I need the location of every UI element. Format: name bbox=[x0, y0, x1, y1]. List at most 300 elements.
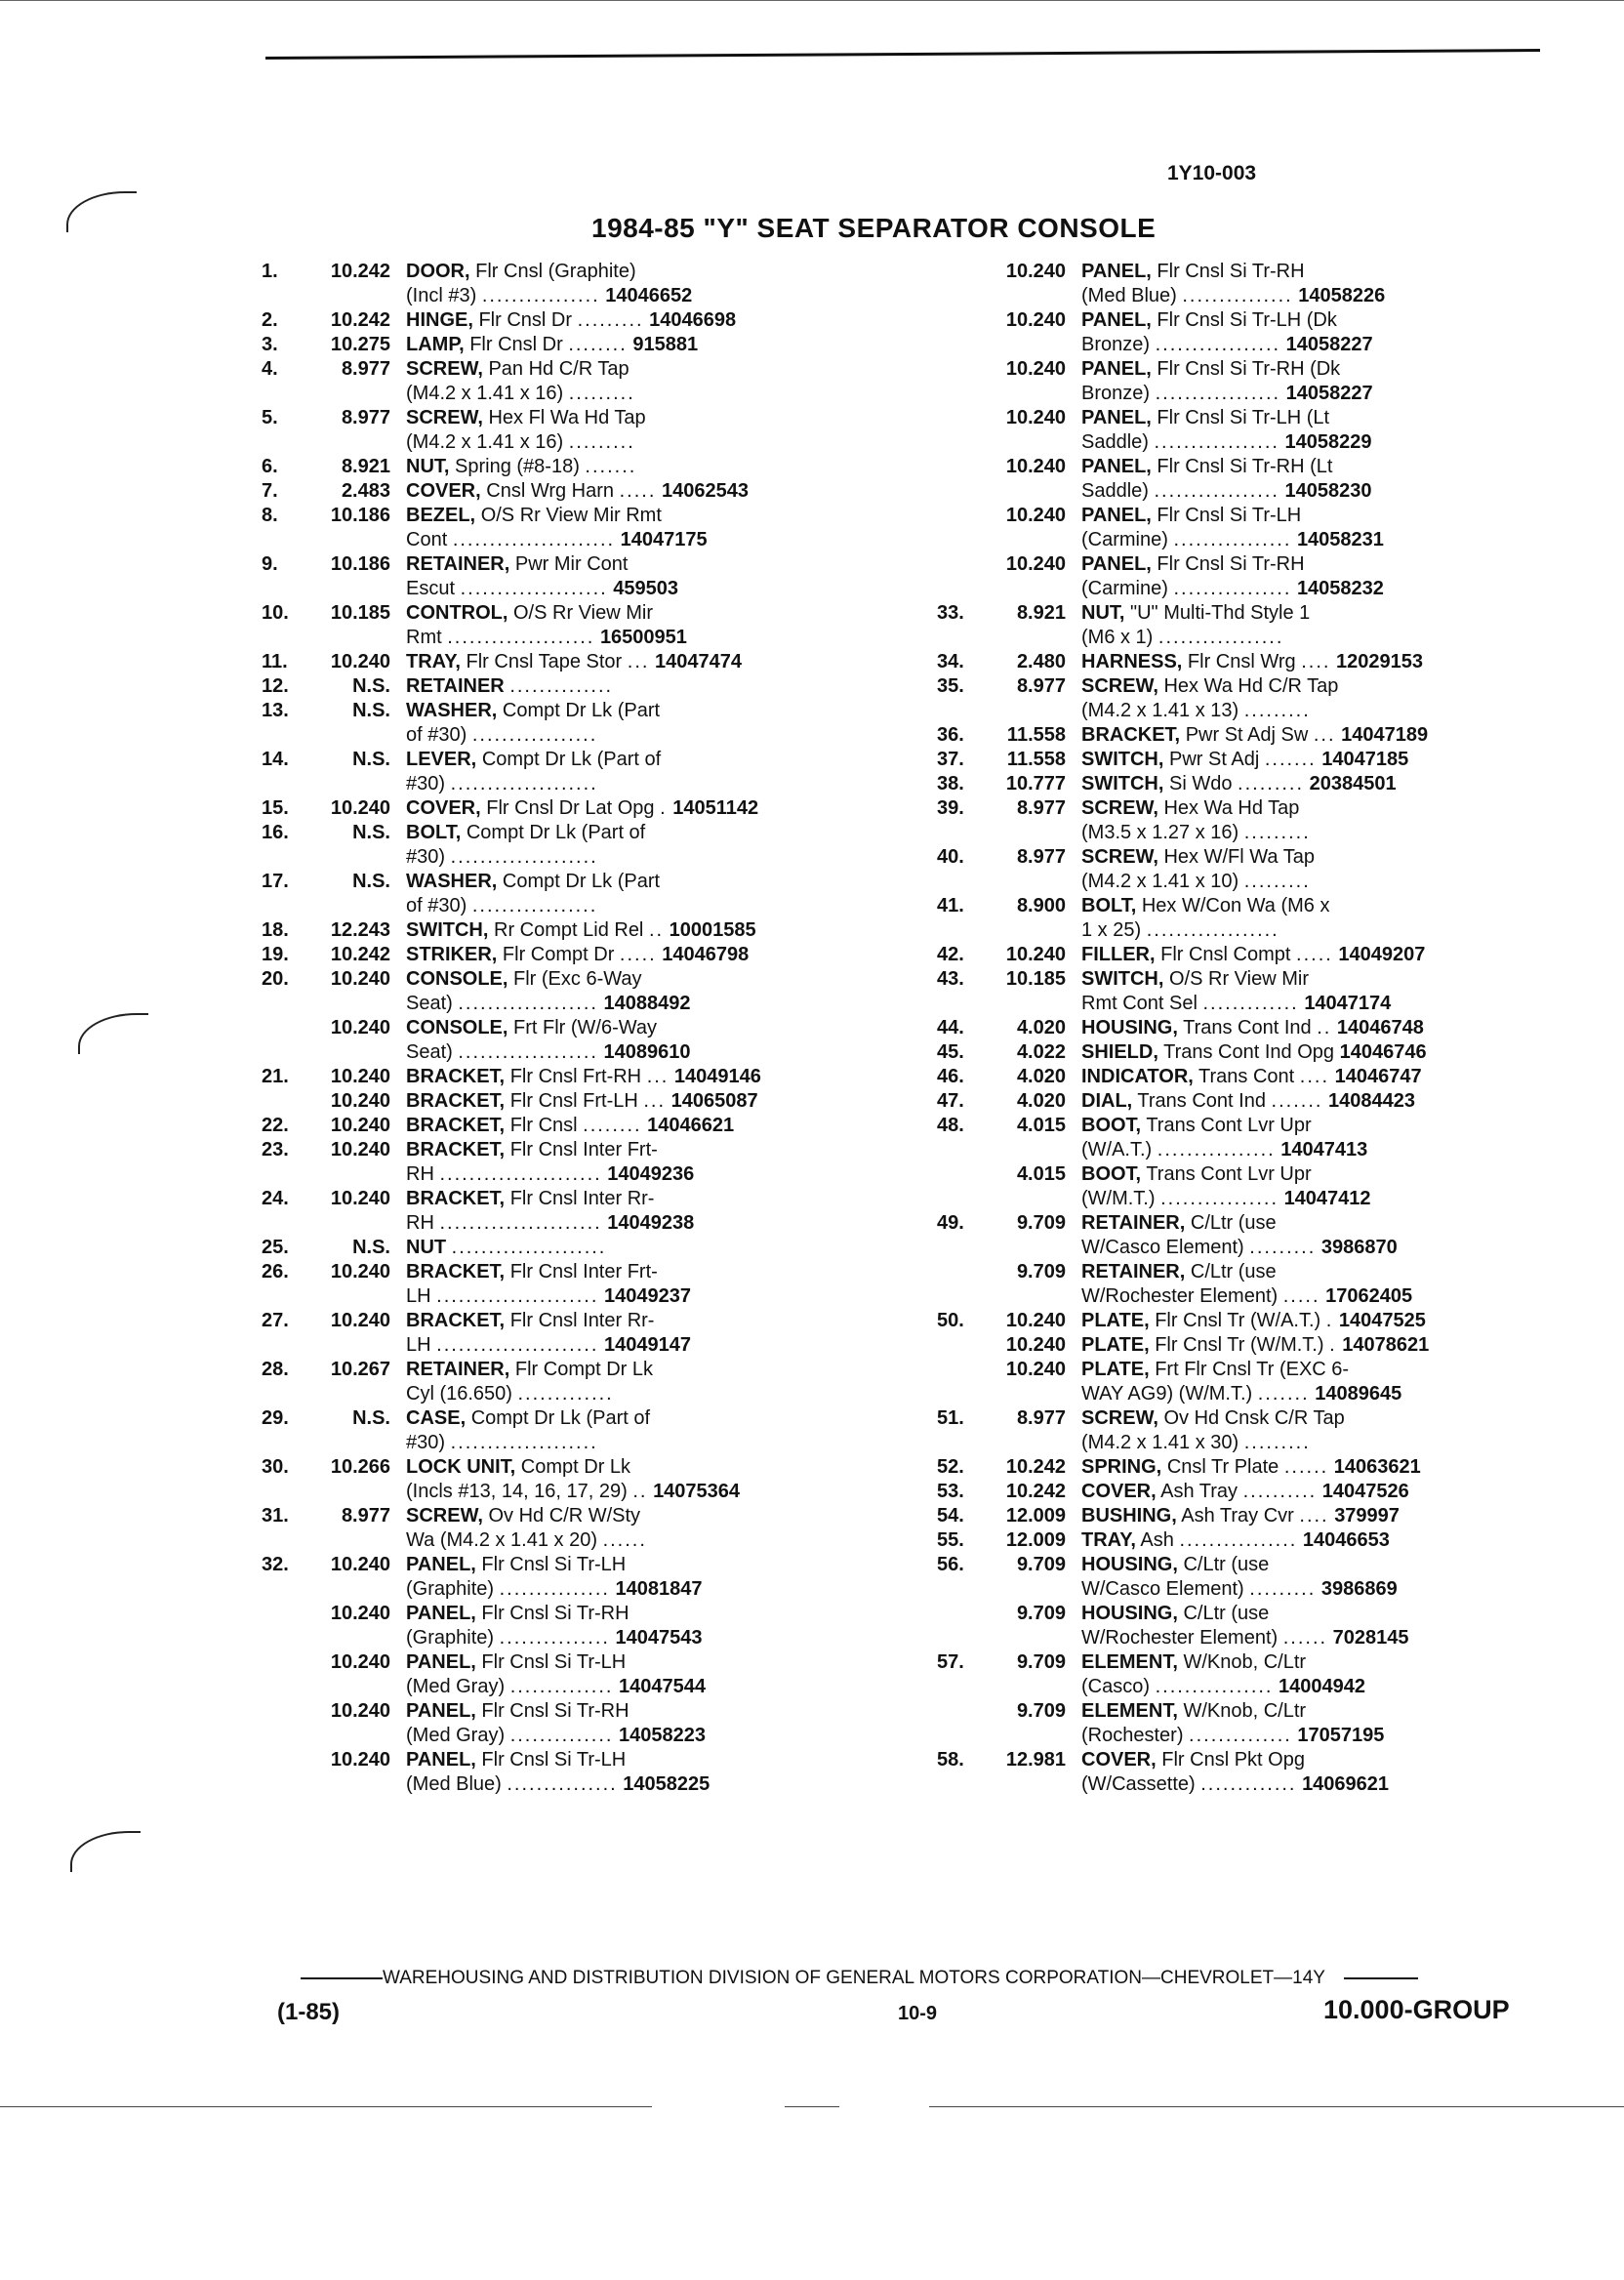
description-line-1 bbox=[406, 552, 906, 577]
part-number: 14004942 bbox=[1279, 1676, 1366, 1697]
item-number: 5. bbox=[262, 407, 278, 428]
parts-list-entry bbox=[937, 1260, 1573, 1309]
part-detail: Pwr St Adj bbox=[1169, 749, 1260, 770]
parts-list-entry bbox=[937, 455, 1573, 504]
part-description bbox=[1081, 1065, 1573, 1089]
part-name: CONTROL, bbox=[406, 602, 508, 624]
parts-list-entry bbox=[937, 1480, 1573, 1504]
part-detail-continued: Bronze) bbox=[1081, 383, 1151, 404]
section-number: 10.240 bbox=[330, 1139, 390, 1160]
part-description bbox=[406, 357, 906, 406]
section-number: 11.558 bbox=[1006, 724, 1066, 746]
parts-list-right bbox=[937, 260, 1573, 1797]
leader-dots: . bbox=[660, 797, 668, 819]
item-number: 47. bbox=[937, 1090, 964, 1112]
part-description bbox=[1081, 601, 1573, 650]
part-detail-continued: (W/M.T.) bbox=[1081, 1188, 1156, 1209]
item-number: 18. bbox=[262, 919, 289, 941]
parts-list-entry bbox=[937, 943, 1573, 967]
section-number: 4.020 bbox=[1016, 1066, 1066, 1087]
item-number: 6. bbox=[262, 456, 278, 477]
part-number: 14088492 bbox=[603, 993, 691, 1014]
leader-dots: ......... bbox=[1249, 1578, 1317, 1600]
parts-list-entry bbox=[937, 967, 1573, 1016]
description-line-1 bbox=[1081, 1162, 1573, 1187]
parts-list-entry bbox=[937, 601, 1573, 650]
part-detail-continued: W/Casco Element) bbox=[1081, 1237, 1244, 1258]
leader-dots: .................... bbox=[447, 627, 595, 648]
part-detail-continued: (Incls #13, 14, 16, 17, 29) bbox=[406, 1481, 628, 1502]
parts-list-entry bbox=[262, 870, 906, 918]
parts-list-entry bbox=[937, 1040, 1573, 1065]
part-description bbox=[1081, 748, 1573, 772]
parts-list-entry bbox=[262, 455, 906, 479]
part-detail-continued: (M4.2 x 1.41 x 30) bbox=[1081, 1432, 1239, 1453]
parts-list-entry bbox=[262, 1309, 906, 1358]
description-line-2 bbox=[1081, 1431, 1573, 1455]
part-detail-continued: (Graphite) bbox=[406, 1627, 495, 1649]
section-number: 12.009 bbox=[1005, 1529, 1066, 1551]
parts-list-entry bbox=[262, 1016, 906, 1065]
footer-dash-left bbox=[301, 1977, 383, 1979]
part-detail-continued: Cyl (16.650) bbox=[406, 1383, 512, 1405]
leader-dots: ......... bbox=[568, 383, 635, 404]
part-name: ELEMENT, bbox=[1081, 1700, 1178, 1722]
section-number: N.S. bbox=[352, 1237, 390, 1258]
part-name: SWITCH, bbox=[1081, 773, 1164, 794]
leader-dots: ............... bbox=[499, 1627, 610, 1649]
part-description bbox=[1081, 406, 1573, 455]
section-number: 4.015 bbox=[1016, 1163, 1066, 1185]
item-number: 3. bbox=[262, 334, 278, 355]
description-line-1 bbox=[1081, 1602, 1573, 1626]
item-number: 41. bbox=[937, 895, 964, 916]
part-detail: Flr Cnsl Si Tr-LH bbox=[481, 1554, 627, 1575]
leader-dots: ................. bbox=[471, 895, 598, 916]
part-description bbox=[1081, 943, 1573, 967]
section-number: 10.242 bbox=[1005, 1481, 1066, 1502]
footer-page-number: 10-9 bbox=[898, 2003, 938, 2024]
part-name: RETAINER, bbox=[1081, 1212, 1186, 1234]
part-number: 14063621 bbox=[1333, 1456, 1421, 1478]
part-detail-continued: (M4.2 x 1.41 x 10) bbox=[1081, 871, 1239, 892]
part-name: BRACKET, bbox=[406, 1310, 506, 1331]
part-number: 20384501 bbox=[1309, 773, 1397, 794]
section-number: 4.015 bbox=[1016, 1115, 1066, 1136]
part-number: 14047526 bbox=[1321, 1481, 1409, 1502]
description-line-2 bbox=[1081, 1577, 1573, 1602]
bottom-rule-middle bbox=[785, 2106, 839, 2107]
parts-list-entry bbox=[262, 1504, 906, 1553]
leader-dots: ......... bbox=[1243, 822, 1311, 843]
description-line-2 bbox=[1081, 992, 1573, 1016]
leader-dots: ................. bbox=[1154, 431, 1279, 453]
part-detail: Flr (Exc 6-Way bbox=[513, 968, 642, 990]
part-detail: Trans Cont Ind bbox=[1137, 1090, 1266, 1112]
description-line-2 bbox=[406, 1480, 906, 1504]
description-line-1 bbox=[406, 1016, 906, 1040]
section-number: 12.981 bbox=[1005, 1749, 1066, 1771]
section-number: 10.240 bbox=[330, 1310, 390, 1331]
section-number: 10.240 bbox=[1005, 309, 1066, 331]
description-line-1 bbox=[406, 1602, 906, 1626]
description-line-1 bbox=[406, 406, 906, 430]
description-line-1 bbox=[406, 699, 906, 723]
description-line-1 bbox=[406, 1089, 906, 1114]
section-number: 10.240 bbox=[1005, 261, 1066, 282]
part-description bbox=[1081, 1528, 1573, 1553]
part-detail: Flr Cnsl Dr bbox=[478, 309, 573, 331]
part-detail-continued: (W/Cassette) bbox=[1081, 1773, 1196, 1795]
description-line-2 bbox=[1081, 1724, 1573, 1748]
part-detail-continued: (M4.2 x 1.41 x 16) bbox=[406, 431, 564, 453]
section-number: 10.240 bbox=[1005, 944, 1066, 965]
part-name: SWITCH, bbox=[406, 919, 489, 941]
part-number: 379997 bbox=[1334, 1505, 1400, 1527]
part-description bbox=[406, 699, 906, 748]
leader-dots: ................. bbox=[1157, 627, 1284, 648]
part-detail: Flr Cnsl Si Tr-LH bbox=[481, 1749, 627, 1771]
part-description bbox=[406, 1260, 906, 1309]
part-detail: Compt Dr Lk (Part bbox=[502, 700, 661, 721]
section-number: 9.709 bbox=[1016, 1554, 1066, 1575]
parts-list-entry bbox=[937, 674, 1573, 723]
part-description bbox=[406, 455, 906, 479]
part-detail-continued: LH bbox=[406, 1334, 431, 1356]
section-number: 9.709 bbox=[1016, 1261, 1066, 1282]
bottom-rule-right bbox=[929, 2106, 1624, 2107]
item-number: 23. bbox=[262, 1139, 289, 1160]
leader-dots: ................... bbox=[458, 1041, 598, 1063]
leader-dots: .............. bbox=[509, 675, 614, 697]
part-description bbox=[406, 406, 906, 455]
part-description bbox=[1081, 967, 1573, 1016]
description-line-1 bbox=[1081, 1699, 1573, 1724]
part-number: 14058229 bbox=[1284, 431, 1372, 453]
description-line-1 bbox=[406, 1455, 906, 1480]
part-number: 14075364 bbox=[653, 1481, 741, 1502]
part-description bbox=[406, 1089, 906, 1114]
part-description bbox=[1081, 1358, 1573, 1406]
part-name: TRAY, bbox=[1081, 1529, 1136, 1551]
item-number: 56. bbox=[937, 1554, 964, 1575]
part-detail: Ov Hd Cnsk C/R Tap bbox=[1163, 1407, 1345, 1429]
parts-list-entry bbox=[937, 1699, 1573, 1748]
parts-list-entry bbox=[937, 1650, 1573, 1699]
section-number: 10.185 bbox=[330, 602, 390, 624]
item-number: 54. bbox=[937, 1505, 964, 1527]
section-number: 10.240 bbox=[1005, 456, 1066, 477]
parts-list-entry bbox=[262, 504, 906, 552]
item-number: 29. bbox=[262, 1407, 289, 1429]
part-description bbox=[1081, 1260, 1573, 1309]
part-number: 14049236 bbox=[607, 1163, 695, 1185]
part-number: 14051142 bbox=[672, 797, 759, 819]
description-line-1 bbox=[1081, 1040, 1573, 1065]
leader-dots: ...................... bbox=[439, 1212, 602, 1234]
item-number: 22. bbox=[262, 1115, 289, 1136]
part-detail: Cnsl Wrg Harn bbox=[486, 480, 615, 502]
leader-dots: ................. bbox=[1155, 383, 1281, 404]
part-detail: Flr Cnsl Inter Rr- bbox=[509, 1310, 655, 1331]
part-name: PANEL, bbox=[1081, 358, 1152, 380]
item-number: 17. bbox=[262, 871, 289, 892]
part-name: SWITCH, bbox=[1081, 968, 1164, 990]
section-number: 10.240 bbox=[1005, 505, 1066, 526]
description-line-1 bbox=[1081, 1211, 1573, 1236]
leader-dots: ................. bbox=[471, 724, 598, 746]
part-detail: Hex W/Fl Wa Tap bbox=[1163, 846, 1315, 868]
item-number: 1. bbox=[262, 261, 278, 282]
item-number bbox=[937, 1260, 982, 1309]
leader-dots: .................... bbox=[450, 773, 598, 794]
section-number: 10.240 bbox=[330, 1017, 390, 1038]
item-number: 34. bbox=[937, 651, 964, 672]
description-line-2 bbox=[406, 845, 906, 870]
part-name: BOOT, bbox=[1081, 1115, 1142, 1136]
part-detail: O/S Rr View Mir bbox=[1169, 968, 1309, 990]
part-description bbox=[406, 1748, 906, 1797]
parts-list-entry bbox=[937, 1089, 1573, 1114]
part-detail: Flr Cnsl Si Tr-LH bbox=[1157, 505, 1302, 526]
parts-list-entry bbox=[262, 796, 906, 821]
part-name: PANEL, bbox=[1081, 505, 1152, 526]
part-name: BOLT, bbox=[406, 822, 462, 843]
description-line-2 bbox=[406, 528, 906, 552]
item-number: 39. bbox=[937, 797, 964, 819]
item-number: 38. bbox=[937, 773, 964, 794]
part-detail: W/Knob, C/Ltr bbox=[1183, 1700, 1307, 1722]
leader-dots: ................ bbox=[1179, 1529, 1298, 1551]
description-line-2 bbox=[1081, 821, 1573, 845]
description-line-2 bbox=[406, 1284, 906, 1309]
part-name: DIAL, bbox=[1081, 1090, 1133, 1112]
part-number: 14058227 bbox=[1285, 383, 1373, 404]
description-line-2 bbox=[406, 382, 906, 406]
parts-list-entry bbox=[262, 308, 906, 333]
part-detail: Hex W/Con Wa (M6 x bbox=[1141, 895, 1330, 916]
leader-dots: ................ bbox=[1157, 1139, 1276, 1160]
leader-dots: ................ bbox=[1173, 529, 1292, 550]
description-line-1 bbox=[1081, 552, 1573, 577]
part-detail: Ov Hd C/R W/Sty bbox=[488, 1505, 641, 1527]
item-number: 57. bbox=[937, 1651, 964, 1673]
description-line-2 bbox=[1081, 1284, 1573, 1309]
parts-list-entry bbox=[937, 1406, 1573, 1455]
section-number: 8.977 bbox=[341, 407, 390, 428]
part-name: ELEMENT, bbox=[1081, 1651, 1178, 1673]
description-line-1 bbox=[1081, 1309, 1573, 1333]
section-number: 4.020 bbox=[1016, 1090, 1066, 1112]
section-number: N.S. bbox=[352, 675, 390, 697]
part-detail: Compt Dr Lk (Part of bbox=[470, 1407, 651, 1429]
description-line-2 bbox=[1081, 1382, 1573, 1406]
description-line-1 bbox=[1081, 1114, 1573, 1138]
description-line-2 bbox=[1081, 870, 1573, 894]
leader-dots: . bbox=[1325, 1310, 1334, 1331]
parts-list-left bbox=[262, 260, 906, 1797]
part-number: 14046747 bbox=[1334, 1066, 1422, 1087]
leader-dots: ............. bbox=[517, 1383, 614, 1405]
item-number bbox=[937, 1358, 982, 1406]
part-name: NUT, bbox=[1081, 602, 1125, 624]
section-number: 9.709 bbox=[1016, 1603, 1066, 1624]
part-number: 14047413 bbox=[1280, 1139, 1368, 1160]
leader-dots: ....... bbox=[1264, 749, 1317, 770]
part-name: SCREW, bbox=[1081, 1407, 1158, 1429]
part-detail-continued: #30) bbox=[406, 846, 446, 868]
parts-list-entry bbox=[262, 1650, 906, 1699]
description-line-2 bbox=[406, 723, 906, 748]
part-detail: Hex Fl Wa Hd Tap bbox=[488, 407, 646, 428]
section-number: 10.267 bbox=[330, 1359, 390, 1380]
item-number bbox=[937, 455, 982, 504]
part-detail: Flr Cnsl Si Tr-LH (Lt bbox=[1157, 407, 1330, 428]
section-number: 10.240 bbox=[1005, 553, 1066, 575]
section-number: 10.240 bbox=[1005, 1310, 1066, 1331]
section-number: N.S. bbox=[352, 749, 390, 770]
part-number: 12029153 bbox=[1336, 651, 1424, 672]
parts-list-entry bbox=[937, 1114, 1573, 1162]
parts-list-entry bbox=[262, 333, 906, 357]
part-description bbox=[406, 918, 906, 943]
description-line-1 bbox=[1081, 1406, 1573, 1431]
description-line-2 bbox=[1081, 1187, 1573, 1211]
part-detail: Flr Cnsl Tape Stor bbox=[466, 651, 623, 672]
part-detail-continued: (Carmine) bbox=[1081, 578, 1168, 599]
description-line-1 bbox=[406, 308, 906, 333]
binder-hole-mark-middle bbox=[78, 1013, 148, 1054]
parts-list-entry bbox=[937, 1455, 1573, 1480]
description-line-2 bbox=[406, 1382, 906, 1406]
description-line-2 bbox=[406, 626, 906, 650]
part-detail: Flr Compt Dr Lk bbox=[514, 1359, 653, 1380]
part-detail-continued: W/Casco Element) bbox=[1081, 1578, 1244, 1600]
part-description bbox=[1081, 894, 1573, 943]
item-number: 32. bbox=[262, 1554, 289, 1575]
part-description bbox=[406, 1114, 906, 1138]
part-detail: Flr Cnsl Si Tr-RH bbox=[481, 1700, 629, 1722]
parts-list-entry bbox=[262, 674, 906, 699]
part-name: BRACKET, bbox=[406, 1066, 506, 1087]
part-detail: Flr Cnsl Pkt Opg bbox=[1161, 1749, 1305, 1771]
section-number: 10.240 bbox=[330, 1066, 390, 1087]
part-detail: Flr Cnsl Inter Rr- bbox=[509, 1188, 655, 1209]
parts-list-entry bbox=[937, 845, 1573, 894]
part-detail: C/Ltr (use bbox=[1190, 1261, 1277, 1282]
section-number: 10.275 bbox=[330, 334, 390, 355]
leader-dots: ............... bbox=[507, 1773, 618, 1795]
part-number: 14046698 bbox=[649, 309, 737, 331]
item-number: 28. bbox=[262, 1359, 289, 1380]
part-number: 16500951 bbox=[599, 627, 687, 648]
parts-list-entry bbox=[262, 1602, 906, 1650]
part-number: 14047185 bbox=[1321, 749, 1409, 770]
part-name: BOOT, bbox=[1081, 1163, 1142, 1185]
section-number: 10.240 bbox=[330, 1700, 390, 1722]
part-name: LOCK UNIT, bbox=[406, 1456, 516, 1478]
description-line-2 bbox=[406, 284, 906, 308]
item-number: 27. bbox=[262, 1310, 289, 1331]
part-name: HOUSING, bbox=[1081, 1017, 1178, 1038]
description-line-2 bbox=[406, 992, 906, 1016]
description-line-1 bbox=[1081, 406, 1573, 430]
section-number: N.S. bbox=[352, 700, 390, 721]
leader-dots: .................... bbox=[460, 578, 608, 599]
leader-dots: .................. bbox=[1146, 919, 1279, 941]
description-line-2 bbox=[1081, 1675, 1573, 1699]
part-number: 3986870 bbox=[1320, 1237, 1398, 1258]
description-line-1 bbox=[1081, 674, 1573, 699]
part-detail-continued: (Med Gray) bbox=[406, 1676, 506, 1697]
part-number: 14047189 bbox=[1341, 724, 1429, 746]
part-detail: Compt Dr Lk (Part of bbox=[466, 822, 646, 843]
section-number: 2.480 bbox=[1016, 651, 1066, 672]
part-description bbox=[406, 1187, 906, 1236]
description-line-1 bbox=[406, 650, 906, 674]
top-edge-rule bbox=[0, 0, 1624, 1]
section-number: 10.240 bbox=[330, 968, 390, 990]
parts-list-entry bbox=[937, 894, 1573, 943]
top-rule bbox=[265, 49, 1540, 60]
part-name: DOOR, bbox=[406, 261, 470, 282]
description-line-2 bbox=[406, 1431, 906, 1455]
part-description bbox=[1081, 1602, 1573, 1650]
part-detail-continued: 1 x 25) bbox=[1081, 919, 1142, 941]
part-description bbox=[1081, 357, 1573, 406]
description-line-1 bbox=[406, 796, 906, 821]
item-number: 51. bbox=[937, 1407, 964, 1429]
part-detail: C/Ltr (use bbox=[1183, 1603, 1270, 1624]
part-description bbox=[1081, 1040, 1573, 1065]
part-detail-continued: of #30) bbox=[406, 724, 467, 746]
description-line-1 bbox=[1081, 1504, 1573, 1528]
part-description bbox=[1081, 674, 1573, 723]
part-name: CONSOLE, bbox=[406, 1017, 508, 1038]
part-number: 14058227 bbox=[1285, 334, 1373, 355]
description-line-2 bbox=[406, 1626, 906, 1650]
leader-dots: ................ bbox=[1155, 1676, 1274, 1697]
item-number bbox=[262, 1748, 312, 1797]
part-number: 14047412 bbox=[1283, 1188, 1371, 1209]
description-line-1 bbox=[406, 1358, 906, 1382]
part-detail: O/S Rr View Mir Rmt bbox=[480, 505, 662, 526]
description-line-1 bbox=[1081, 601, 1573, 626]
part-detail: Flr Cnsl Si Tr-RH bbox=[481, 1603, 629, 1624]
description-line-1 bbox=[1081, 1016, 1573, 1040]
part-name: NUT, bbox=[406, 456, 450, 477]
part-description bbox=[406, 333, 906, 357]
part-name: RETAINER bbox=[406, 675, 505, 697]
part-detail: C/Ltr (use bbox=[1190, 1212, 1277, 1234]
section-number: 10.242 bbox=[330, 309, 390, 331]
leader-dots: ................. bbox=[1154, 480, 1279, 502]
item-number: 42. bbox=[937, 944, 964, 965]
part-number: 14047175 bbox=[620, 529, 708, 550]
item-number: 25. bbox=[262, 1237, 289, 1258]
part-detail-continued: (Carmine) bbox=[1081, 529, 1168, 550]
part-number: 14062543 bbox=[661, 480, 749, 502]
description-line-2 bbox=[406, 1162, 906, 1187]
part-number: 14046746 bbox=[1339, 1041, 1427, 1063]
item-number: 24. bbox=[262, 1188, 289, 1209]
description-line-1 bbox=[1081, 1089, 1573, 1114]
part-name: NUT bbox=[406, 1237, 447, 1258]
part-name: INDICATOR, bbox=[1081, 1066, 1194, 1087]
item-number bbox=[937, 1162, 982, 1211]
description-line-1 bbox=[1081, 894, 1573, 918]
description-line-2 bbox=[1081, 626, 1573, 650]
